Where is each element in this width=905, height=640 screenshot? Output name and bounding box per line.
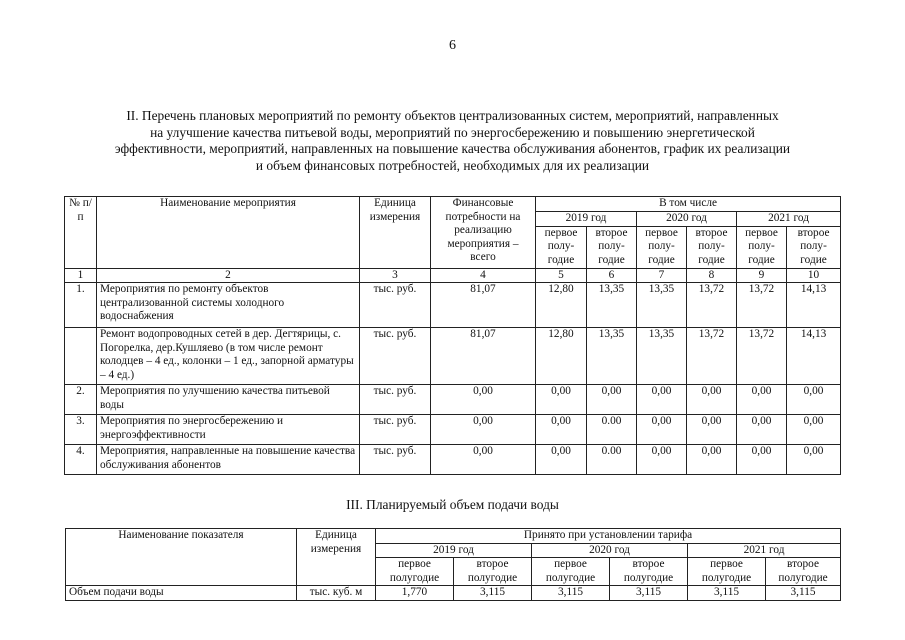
row-value: 0,00: [737, 445, 787, 475]
row-value: 0,00: [536, 385, 587, 415]
header-half1: первое полу-годие: [737, 226, 787, 268]
row-value: 0,00: [536, 445, 587, 475]
header-half2: второе полугодие: [454, 558, 532, 586]
row-name: Мероприятия по ремонту объектов централизованной системы холодного водоснабжения: [97, 283, 360, 328]
row-num: 4.: [65, 445, 97, 475]
row-value: 0,00: [587, 385, 637, 415]
header-half1: первое полугодие: [532, 558, 610, 586]
row-unit: тыс. руб.: [360, 415, 431, 445]
col-number: 7: [637, 268, 687, 283]
row-value: 13,72: [687, 328, 737, 385]
row-name: Ремонт водопроводных сетей в дер. Дегтярицы, с. Погорелка, дер.Кушляево (в том числе ремонт колодцев – 4 ед., колонки – 1 ед., запорной арматуры – 4 ед.): [97, 328, 360, 385]
row-value: 0,00: [737, 415, 787, 445]
row-value: 0,00: [787, 385, 841, 415]
header-half2: второе полу-годие: [787, 226, 841, 268]
heading-line: на улучшение качества питьевой воды, мероприятий по энергосбережению и повышению энергетической: [150, 124, 755, 140]
header-name: Наименование мероприятия: [97, 197, 360, 269]
row-value: 0,00: [787, 445, 841, 475]
row-value: 0,00: [637, 385, 687, 415]
row-value: 0.00: [587, 445, 637, 475]
row-num: [65, 328, 97, 385]
header-half2: второе полугодие: [610, 558, 688, 586]
row-value: 0,00: [687, 415, 737, 445]
row-value: 3,115: [454, 586, 532, 601]
row-value: 1,770: [376, 586, 454, 601]
header-half2: второе полу-годие: [687, 226, 737, 268]
row-value: 13,35: [637, 328, 687, 385]
table-row: [65, 445, 841, 475]
header-half1: первое полугодие: [688, 558, 766, 586]
row-name: Мероприятия по энергосбережению и энергоэффективности: [97, 415, 360, 445]
section-3-heading: III. Планируемый объем подачи воды: [346, 497, 559, 512]
row-value: 0.00: [587, 415, 637, 445]
row-total: 0,00: [431, 385, 536, 415]
heading-line: эффективности, мероприятий, направленных на повышение качества обслуживания абонентов, график их реализации: [114, 141, 791, 156]
row-value: 0,00: [536, 415, 587, 445]
row-value: 14,13: [787, 328, 841, 385]
row-value: 0,00: [737, 385, 787, 415]
row-value: 0,00: [637, 415, 687, 445]
header-half2: второе полу-годие: [587, 226, 637, 268]
row-name: Мероприятия, направленные на повышение качества обслуживания абонентов: [97, 445, 360, 475]
row-value: 0,00: [687, 445, 737, 475]
header-indicator: Наименование показателя: [66, 529, 297, 586]
table-row: [66, 586, 841, 601]
row-total: 0,00: [431, 445, 536, 475]
page-number: 6: [449, 38, 456, 53]
table-row: [65, 283, 841, 328]
row-name: Объем подачи воды: [66, 586, 297, 601]
row-num: 1.: [65, 283, 97, 328]
row-value: 13,35: [587, 283, 637, 328]
row-value: 13,35: [637, 283, 687, 328]
header-unit: Единица измерения: [360, 197, 431, 269]
header-unit: Единица измерения: [297, 529, 376, 586]
header-half2: второе полугодие: [766, 558, 841, 586]
row-value: 13,35: [587, 328, 637, 385]
heading-line: II. Перечень плановых мероприятий по ремонту объектов централизованных систем, мероприятий, направленных: [126, 108, 779, 123]
table-row: [65, 385, 841, 415]
row-value: 13,72: [737, 283, 787, 328]
row-value: 3,115: [532, 586, 610, 601]
col-number: 1: [65, 268, 97, 283]
header-year: 2020 год: [532, 543, 688, 558]
row-unit: тыс. руб.: [360, 385, 431, 415]
row-num: 2.: [65, 385, 97, 415]
row-total: 81,07: [431, 328, 536, 385]
row-unit: тыс. руб.: [360, 445, 431, 475]
row-value: 0,00: [687, 385, 737, 415]
row-unit: тыс. руб.: [360, 283, 431, 328]
row-value: 0,00: [787, 415, 841, 445]
header-including: В том числе: [536, 197, 841, 212]
col-number: 8: [687, 268, 737, 283]
heading-line: и объем финансовых потребностей, необходимых для их реализации: [255, 157, 650, 173]
col-number: 10: [787, 268, 841, 283]
row-total: 0,00: [431, 415, 536, 445]
row-total: 81,07: [431, 283, 536, 328]
measures-table: [64, 196, 841, 475]
header-half1: первое полу-годие: [536, 226, 587, 268]
table-row: [65, 415, 841, 445]
row-value: 13,72: [687, 283, 737, 328]
col-number: 5: [536, 268, 587, 283]
header-half1: первое полугодие: [376, 558, 454, 586]
header-year: 2019 год: [536, 212, 637, 227]
col-number: 6: [587, 268, 637, 283]
row-num: 3.: [65, 415, 97, 445]
col-number: 9: [737, 268, 787, 283]
header-half1: первое полу-годие: [637, 226, 687, 268]
header-num: № п/п: [65, 197, 97, 269]
row-value: 3,115: [610, 586, 688, 601]
row-value: 12,80: [536, 328, 587, 385]
row-value: 3,115: [688, 586, 766, 601]
header-year: 2019 год: [376, 543, 532, 558]
header-year: 2021 год: [737, 212, 841, 227]
row-value: 12,80: [536, 283, 587, 328]
row-unit: тыс. руб.: [360, 328, 431, 385]
header-accepted: Принято при установлении тарифа: [376, 529, 841, 544]
row-value: 0,00: [637, 445, 687, 475]
row-value: 13,72: [737, 328, 787, 385]
row-value: 14,13: [787, 283, 841, 328]
water-supply-table: [65, 528, 841, 601]
row-value: 3,115: [766, 586, 841, 601]
row-name: Мероприятия по улучшению качества питьевой воды: [97, 385, 360, 415]
header-year: 2020 год: [637, 212, 737, 227]
section-2-heading: [60, 108, 845, 174]
col-number: 3: [360, 268, 431, 283]
col-number: 2: [97, 268, 360, 283]
table-row: [65, 328, 841, 385]
header-finance: Финансовые потребности на реализацию мероприятия – всего: [431, 197, 536, 269]
row-unit: тыс. куб. м: [297, 586, 376, 601]
header-year: 2021 год: [688, 543, 841, 558]
col-number: 4: [431, 268, 536, 283]
